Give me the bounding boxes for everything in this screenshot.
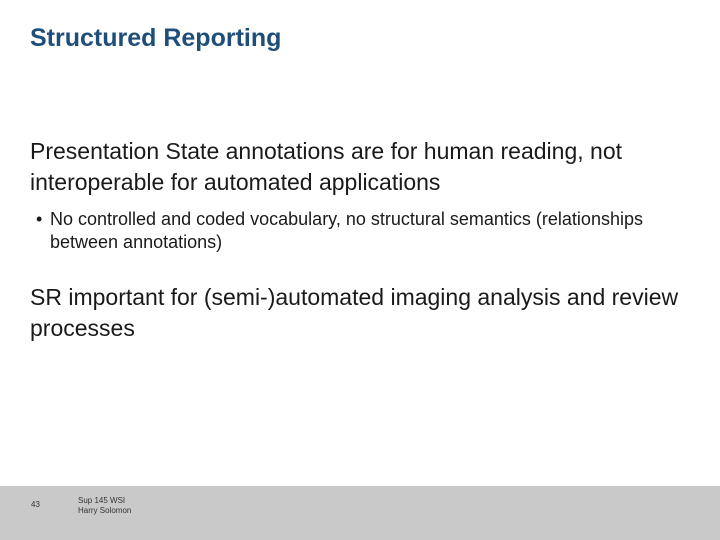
bullet-item bbox=[30, 208, 700, 254]
footer-bar bbox=[0, 486, 720, 540]
body-paragraph-presentation-state: Presentation State annotations are for human reading, not interoperable for automated applications bbox=[30, 138, 623, 195]
slide-body bbox=[30, 136, 700, 344]
footer-line-document: Sup 145 WSI bbox=[78, 496, 126, 505]
footer-line-author: Harry Solomon bbox=[78, 506, 132, 515]
slide-title: Structured Reporting bbox=[30, 24, 282, 52]
body-paragraph-sr-importance: SR important for (semi-)automated imaging analysis and review processes bbox=[30, 284, 679, 341]
footer-info bbox=[78, 496, 131, 516]
bullet-marker: • bbox=[36, 209, 43, 229]
bullet-text: No controlled and coded vocabulary, no structural semantics (relationships between annotations) bbox=[50, 209, 643, 252]
page-number: 43 bbox=[31, 500, 40, 509]
